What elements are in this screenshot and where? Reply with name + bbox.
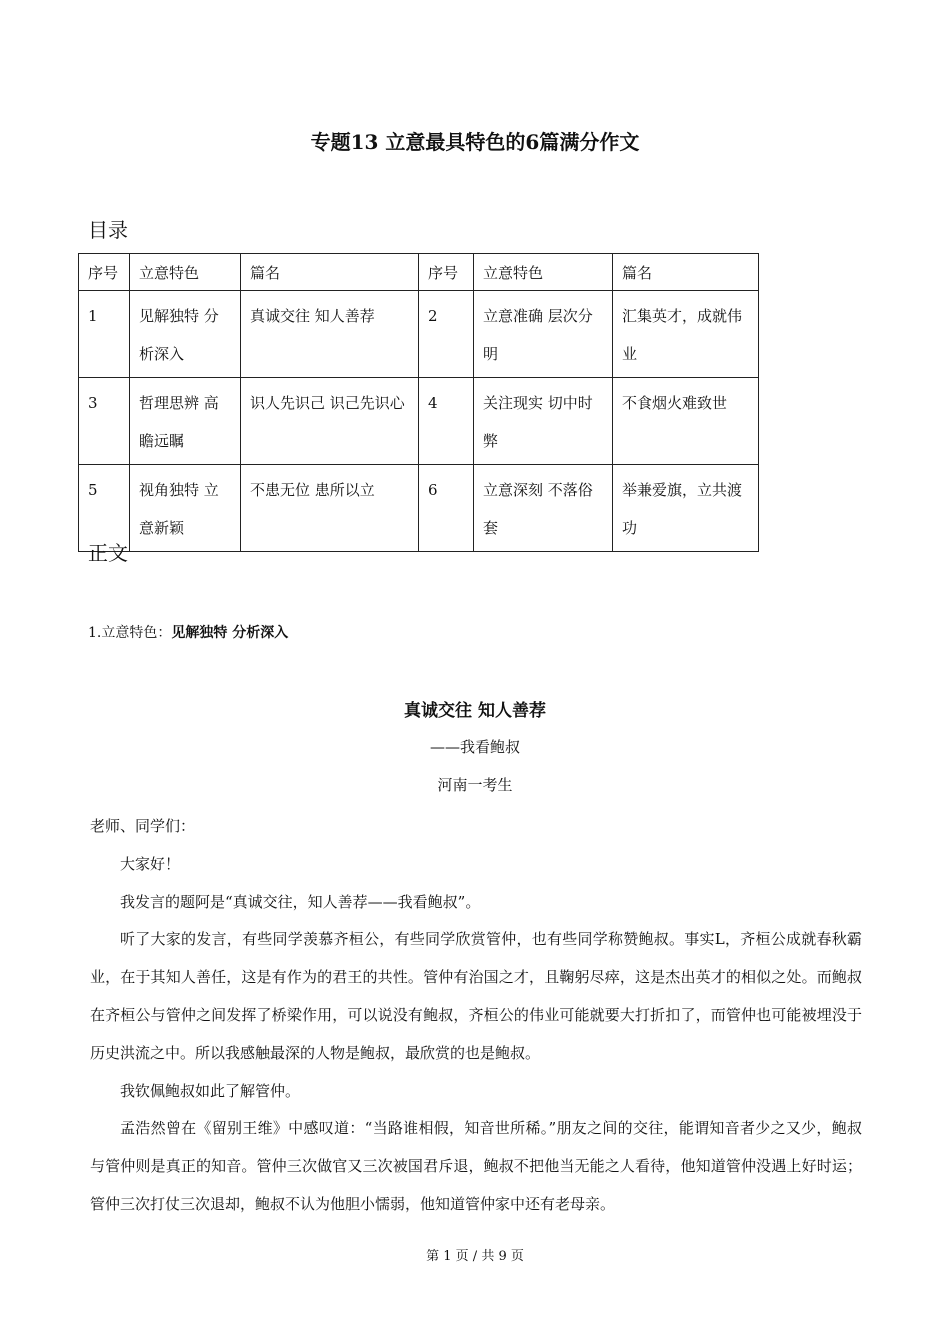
toc-cell: 5 [79, 465, 130, 552]
toc-header-cell: 序号 [79, 254, 130, 291]
toc-cell: 3 [79, 378, 130, 465]
article-subtitle: ——我看鲍叔 [429, 738, 520, 756]
section-line [88, 622, 288, 642]
toc-cell: 不食烟火难致世 [613, 378, 759, 465]
toc-cell: 真诚交往 知人善荐 [241, 291, 419, 378]
page-footer: 第 1 页 / 共 9 页 [426, 1249, 524, 1264]
toc-cell: 2 [419, 291, 474, 378]
toc-cell: 哲理思辨 高瞻远瞩 [130, 378, 241, 465]
toc-cell: 视角独特 立意新颖 [130, 465, 241, 552]
paragraph: 听了大家的发言，有些同学羡慕齐桓公，有些同学欣赏管仲，也有些同学称赞鲍叔。事实L，齐桓公成就春秋霸业，在于其知人善任，这是有作为的君王的共性。管仲有治国之才，且鞠躬尽瘁，这是杰出英才的相似之处。而鲍叔在齐桓公与管仲之间发挥了桥梁作用，可以说没有鲍叔，齐桓公的伟业可能就要大打折扣了，而管仲也可能被埋没于历史洪流之中。所以我感触最深的人物是鲍叔，最欣赏的也是鲍叔。 [90, 930, 862, 1062]
paragraph: 我发言的题阿是“真诚交往，知人善荐——我看鲍叔”。 [120, 892, 481, 911]
article-author: 河南一考生 [437, 776, 513, 794]
toc-heading: 目录 [88, 218, 128, 242]
toc-cell: 立意准确 层次分明 [474, 291, 613, 378]
toc-row [79, 291, 759, 378]
toc-row [79, 465, 759, 552]
toc-header-cell: 立意特色 [474, 254, 613, 291]
section-prefix: 1.立意特色： [88, 625, 172, 641]
toc-cell: 汇集英才，成就伟业 [613, 291, 759, 378]
toc-cell: 关注现实 切中时弊 [474, 378, 613, 465]
toc-cell: 立意深刻 不落俗套 [474, 465, 613, 552]
toc-cell: 不患无位 患所以立 [241, 465, 419, 552]
toc-cell: 6 [419, 465, 474, 552]
toc-cell: 1 [79, 291, 130, 378]
toc-table [78, 253, 759, 552]
paragraph: 我钦佩鲍叔如此了解管仲。 [120, 1081, 301, 1100]
paragraph: 孟浩然曾在《留别王维》中感叹道：“当路谁相假，知音世所稀。”朋友之间的交往，能谓知音者少之又少，鲍叔与管仲则是真正的知音。管仲三次做官又三次被国君斥退，鲍叔不把他当无能之人看待，他知道管仲没遇上好时运；管仲三次打仗三次退却，鲍叔不认为他胆小懦弱，他知道管仲家中还有老母亲。 [90, 1119, 862, 1213]
toc-header-cell: 立意特色 [130, 254, 241, 291]
toc-header-cell: 篇名 [241, 254, 419, 291]
toc-cell: 见解独特 分析深入 [130, 291, 241, 378]
section-feature: 见解独特 分析深入 [171, 625, 289, 641]
paragraph: 大家好！ [120, 854, 181, 873]
body-heading: 正文 [88, 541, 128, 565]
document-title: 专题13 立意最具特色的6篇满分作文 [310, 130, 640, 154]
toc-cell: 举兼爱旗，立共渡功 [613, 465, 759, 552]
toc-cell: 识人先识己 识己先识心 [241, 378, 419, 465]
toc-cell: 4 [419, 378, 474, 465]
salutation: 老师、同学们： [90, 817, 196, 835]
toc-row [79, 378, 759, 465]
toc-header-cell: 序号 [419, 254, 474, 291]
article-body [90, 808, 862, 1224]
toc-header-row [79, 254, 759, 291]
toc-header-cell: 篇名 [613, 254, 759, 291]
article-title: 真诚交往 知人善荐 [404, 701, 546, 721]
